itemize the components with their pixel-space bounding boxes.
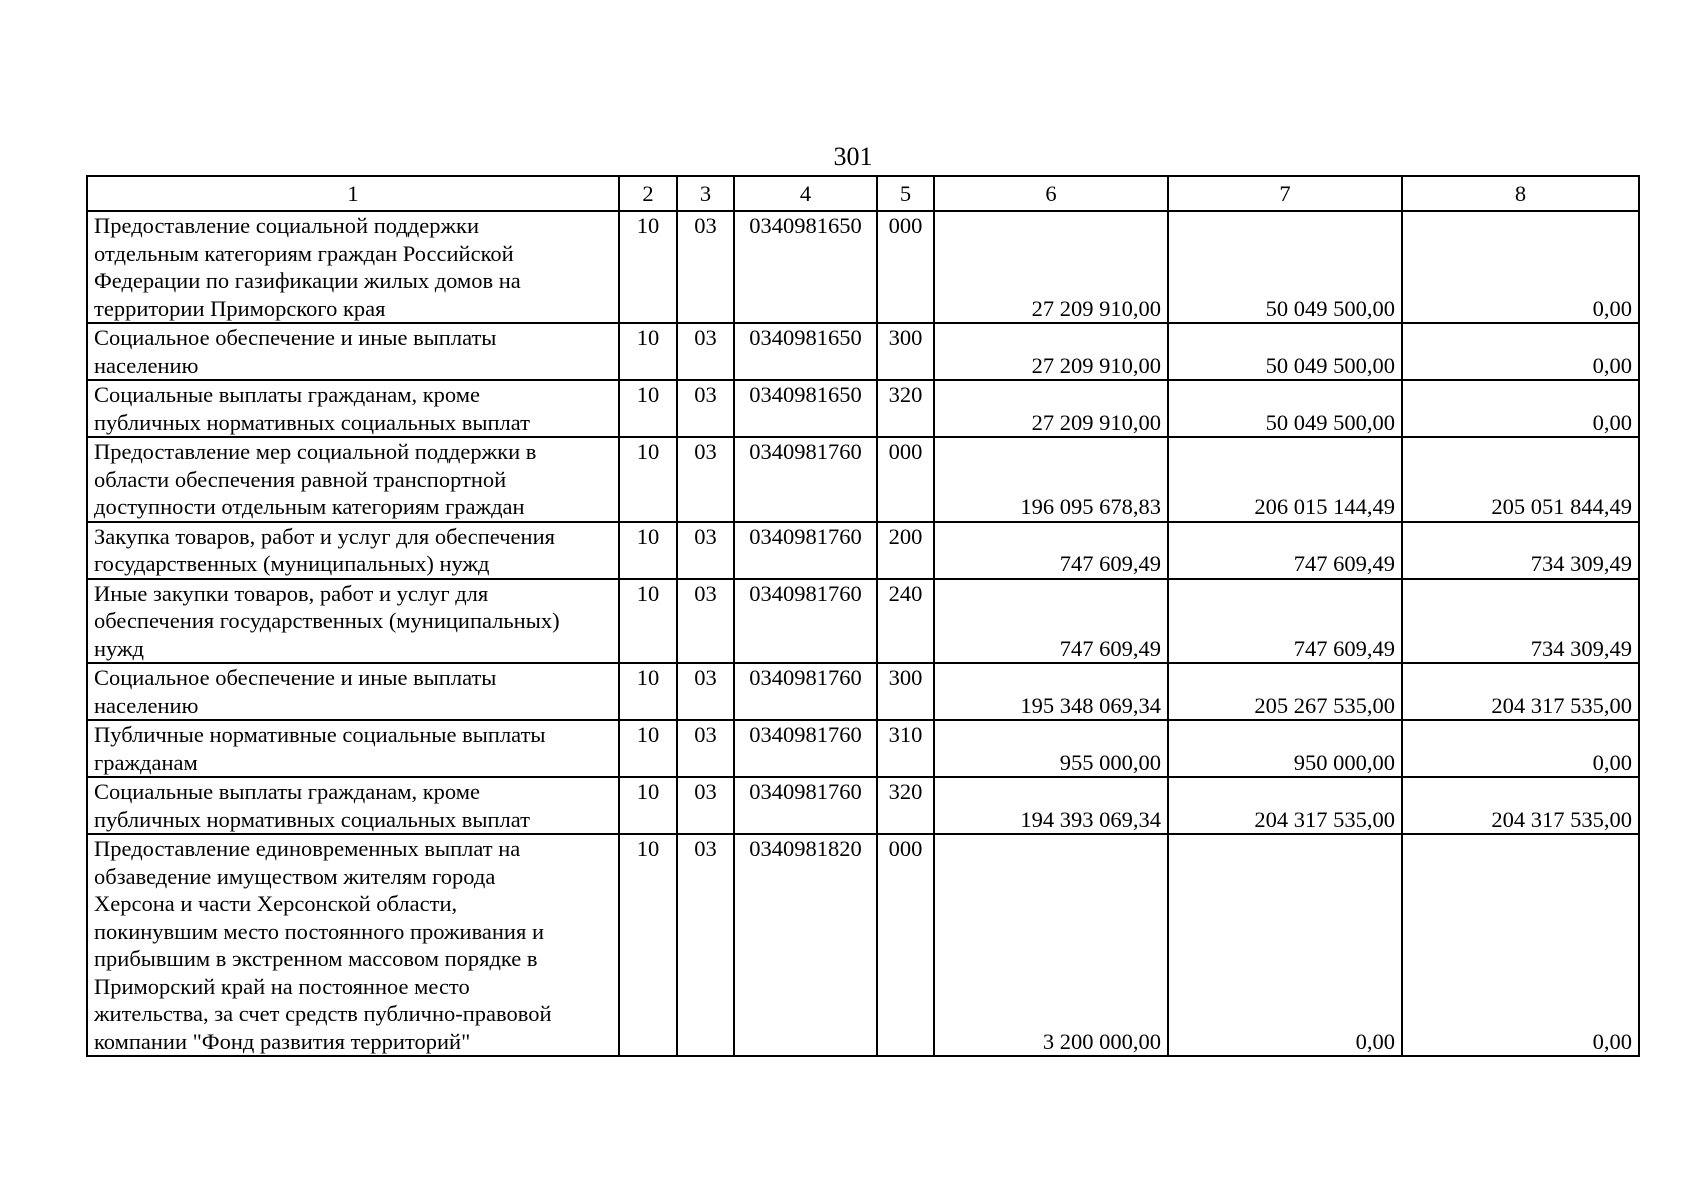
column-header: 4 [734, 176, 877, 211]
row-expense-type: 000 [877, 211, 934, 323]
header-row [87, 176, 1639, 211]
row-section: 10 [619, 663, 677, 720]
column-header: 1 [87, 176, 619, 211]
row-amount-col7: 206 015 144,49 [1168, 437, 1402, 522]
row-amount-col7: 950 000,00 [1168, 720, 1402, 777]
row-target-code: 0340981760 [734, 663, 877, 720]
table-row [87, 663, 1639, 720]
row-name: Предоставление социальной поддержки отдельным категориям граждан Российской Федерации по газификации жилых домов на территории Приморского края [87, 211, 619, 323]
row-amount-col8: 0,00 [1402, 720, 1639, 777]
row-amount-col7: 50 049 500,00 [1168, 323, 1402, 380]
row-name: Предоставление единовременных выплат на обзаведение имуществом жителям города Херсона и части Херсонской области, покинувшим место постоянного проживания и прибывшим в экстренном массовом порядке в Приморский край на постоянное место жительства, за счет средств публично-правовой компании "Фонд развития территорий" [87, 834, 619, 1056]
column-header: 8 [1402, 176, 1639, 211]
row-section: 10 [619, 211, 677, 323]
row-subsection: 03 [677, 211, 734, 323]
row-amount-col6: 195 348 069,34 [934, 663, 1168, 720]
row-subsection: 03 [677, 437, 734, 522]
row-expense-type: 200 [877, 522, 934, 579]
row-subsection: 03 [677, 834, 734, 1056]
page-number: 301 [833, 142, 873, 171]
row-expense-type: 000 [877, 834, 934, 1056]
row-name: Социальные выплаты гражданам, кроме публичных нормативных социальных выплат [87, 777, 619, 834]
column-header: 7 [1168, 176, 1402, 211]
row-amount-col8: 0,00 [1402, 380, 1639, 437]
table-row [87, 777, 1639, 834]
row-target-code: 0340981820 [734, 834, 877, 1056]
row-section: 10 [619, 579, 677, 664]
row-section: 10 [619, 522, 677, 579]
row-amount-col6: 27 209 910,00 [934, 211, 1168, 323]
row-amount-col7: 747 609,49 [1168, 579, 1402, 664]
row-amount-col7: 205 267 535,00 [1168, 663, 1402, 720]
row-target-code: 0340981760 [734, 522, 877, 579]
row-expense-type: 240 [877, 579, 934, 664]
row-name: Социальное обеспечение и иные выплаты населению [87, 663, 619, 720]
row-section: 10 [619, 834, 677, 1056]
column-header: 5 [877, 176, 934, 211]
row-expense-type: 320 [877, 380, 934, 437]
row-name: Закупка товаров, работ и услуг для обеспечения государственных (муниципальных) нужд [87, 522, 619, 579]
row-name: Социальное обеспечение и иные выплаты населению [87, 323, 619, 380]
column-header: 6 [934, 176, 1168, 211]
row-section: 10 [619, 777, 677, 834]
row-subsection: 03 [677, 720, 734, 777]
table-row [87, 380, 1639, 437]
row-target-code: 0340981650 [734, 323, 877, 380]
row-expense-type: 310 [877, 720, 934, 777]
row-name: Иные закупки товаров, работ и услуг для обеспечения государственных (муниципальных) нужд [87, 579, 619, 664]
row-subsection: 03 [677, 380, 734, 437]
row-amount-col7: 0,00 [1168, 834, 1402, 1056]
row-expense-type: 300 [877, 323, 934, 380]
row-amount-col7: 747 609,49 [1168, 522, 1402, 579]
row-subsection: 03 [677, 663, 734, 720]
table-row [87, 211, 1639, 323]
row-amount-col8: 204 317 535,00 [1402, 777, 1639, 834]
row-name: Предоставление мер социальной поддержки в области обеспечения равной транспортной доступности отдельным категориям граждан [87, 437, 619, 522]
row-amount-col8: 734 309,49 [1402, 522, 1639, 579]
row-amount-col6: 747 609,49 [934, 522, 1168, 579]
table-row [87, 323, 1639, 380]
row-subsection: 03 [677, 777, 734, 834]
row-amount-col6: 747 609,49 [934, 579, 1168, 664]
row-amount-col6: 196 095 678,83 [934, 437, 1168, 522]
row-section: 10 [619, 323, 677, 380]
row-amount-col6: 194 393 069,34 [934, 777, 1168, 834]
row-target-code: 0340981760 [734, 720, 877, 777]
row-expense-type: 000 [877, 437, 934, 522]
row-amount-col8: 734 309,49 [1402, 579, 1639, 664]
table-row [87, 834, 1639, 1056]
row-subsection: 03 [677, 579, 734, 664]
row-amount-col7: 204 317 535,00 [1168, 777, 1402, 834]
table-row [87, 720, 1639, 777]
row-target-code: 0340981760 [734, 579, 877, 664]
column-header: 3 [677, 176, 734, 211]
row-expense-type: 300 [877, 663, 934, 720]
row-name: Социальные выплаты гражданам, кроме публичных нормативных социальных выплат [87, 380, 619, 437]
row-amount-col7: 50 049 500,00 [1168, 380, 1402, 437]
row-amount-col6: 955 000,00 [934, 720, 1168, 777]
row-subsection: 03 [677, 323, 734, 380]
row-expense-type: 320 [877, 777, 934, 834]
table-row [87, 579, 1639, 664]
row-amount-col6: 27 209 910,00 [934, 380, 1168, 437]
row-amount-col8: 204 317 535,00 [1402, 663, 1639, 720]
row-amount-col8: 205 051 844,49 [1402, 437, 1639, 522]
row-section: 10 [619, 380, 677, 437]
budget-table [86, 175, 1640, 1057]
row-amount-col7: 50 049 500,00 [1168, 211, 1402, 323]
row-amount-col8: 0,00 [1402, 211, 1639, 323]
row-target-code: 0340981760 [734, 777, 877, 834]
row-amount-col6: 27 209 910,00 [934, 323, 1168, 380]
row-subsection: 03 [677, 522, 734, 579]
row-name: Публичные нормативные социальные выплаты гражданам [87, 720, 619, 777]
table-row [87, 522, 1639, 579]
row-target-code: 0340981650 [734, 380, 877, 437]
row-amount-col8: 0,00 [1402, 834, 1639, 1056]
row-amount-col6: 3 200 000,00 [934, 834, 1168, 1056]
table-row [87, 437, 1639, 522]
column-header: 2 [619, 176, 677, 211]
row-target-code: 0340981760 [734, 437, 877, 522]
row-section: 10 [619, 437, 677, 522]
row-target-code: 0340981650 [734, 211, 877, 323]
row-amount-col8: 0,00 [1402, 323, 1639, 380]
row-section: 10 [619, 720, 677, 777]
